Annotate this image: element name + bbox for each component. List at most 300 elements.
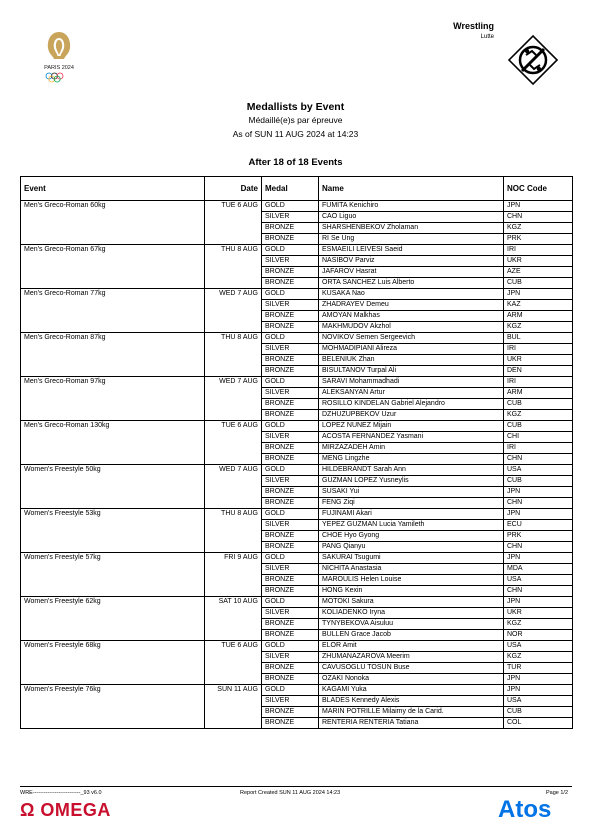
event-cell: Women's Freestyle 50kg <box>21 465 205 476</box>
medal-cell: SILVER <box>262 608 319 619</box>
medal-cell: BRONZE <box>262 531 319 542</box>
table-row <box>21 597 573 608</box>
noc-code-cell: BUL <box>504 333 573 344</box>
medal-cell: SILVER <box>262 476 319 487</box>
medal-cell: GOLD <box>262 377 319 388</box>
noc-code-cell: JPN <box>504 685 573 696</box>
table-row <box>21 586 573 597</box>
noc-code-cell: JPN <box>504 487 573 498</box>
noc-code-cell: TUR <box>504 663 573 674</box>
medal-cell: BRONZE <box>262 399 319 410</box>
athlete-name-cell: DZHUZUPBEKOV Uzur <box>319 410 504 421</box>
table-row <box>21 355 573 366</box>
event-cell <box>21 520 205 531</box>
date-cell <box>205 432 262 443</box>
event-cell <box>21 564 205 575</box>
date-cell <box>205 630 262 641</box>
table-row <box>21 465 573 476</box>
medal-cell: BRONZE <box>262 454 319 465</box>
athlete-name-cell: ALEKSANYAN Artur <box>319 388 504 399</box>
table-row <box>21 652 573 663</box>
date-cell <box>205 652 262 663</box>
medal-cell: SILVER <box>262 388 319 399</box>
athlete-name-cell: SARAVI Mohammadhadi <box>319 377 504 388</box>
medallists-table <box>20 176 573 729</box>
table-row <box>21 443 573 454</box>
event-cell: Men's Greco-Roman 77kg <box>21 289 205 300</box>
noc-code-cell: CUB <box>504 278 573 289</box>
athlete-name-cell: MENG Lingzhe <box>319 454 504 465</box>
table-row <box>21 542 573 553</box>
athlete-name-cell: YEPEZ GUZMAN Lucia Yamileth <box>319 520 504 531</box>
noc-code-cell: JPN <box>504 509 573 520</box>
medal-cell: SILVER <box>262 300 319 311</box>
table-row <box>21 696 573 707</box>
medal-cell: BRONZE <box>262 322 319 333</box>
atos-logo: Atos <box>498 796 552 823</box>
events-summary: After 18 of 18 Events <box>248 157 343 168</box>
table-row <box>21 608 573 619</box>
event-cell <box>21 674 205 685</box>
event-cell <box>21 267 205 278</box>
table-row <box>21 322 573 333</box>
noc-code-cell: CUB <box>504 421 573 432</box>
athlete-name-cell: FENG Ziqi <box>319 498 504 509</box>
medal-cell: BRONZE <box>262 586 319 597</box>
event-cell <box>21 707 205 718</box>
table-row <box>21 278 573 289</box>
athlete-name-cell: SAKURAI Tsugumi <box>319 553 504 564</box>
medal-cell: SILVER <box>262 212 319 223</box>
medal-cell: GOLD <box>262 685 319 696</box>
event-cell <box>21 476 205 487</box>
noc-code-cell: CHN <box>504 586 573 597</box>
event-cell: Men's Greco-Roman 97kg <box>21 377 205 388</box>
event-cell <box>21 498 205 509</box>
noc-code-cell: CHN <box>504 212 573 223</box>
athlete-name-cell: SUSAKI Yui <box>319 487 504 498</box>
event-cell <box>21 366 205 377</box>
medal-cell: GOLD <box>262 245 319 256</box>
date-cell: TUE 6 AUG <box>205 421 262 432</box>
noc-code-cell: JPN <box>504 553 573 564</box>
event-cell <box>21 542 205 553</box>
noc-code-cell: UKR <box>504 256 573 267</box>
event-cell <box>21 454 205 465</box>
event-cell <box>21 586 205 597</box>
report-title: Medallists by Event <box>246 101 345 113</box>
event-cell: Men's Greco-Roman 60kg <box>21 201 205 212</box>
event-cell <box>21 432 205 443</box>
athlete-name-cell: TYNYBEKOVA Aisuluu <box>319 619 504 630</box>
noc-code-cell: KAZ <box>504 300 573 311</box>
athlete-name-cell: KOLIADENKO Iryna <box>319 608 504 619</box>
table-row <box>21 421 573 432</box>
table-row <box>21 388 573 399</box>
table-row <box>21 377 573 388</box>
table-row <box>21 300 573 311</box>
athlete-name-cell: MARIN POTRILLE Milaimy de la Carid. <box>319 707 504 718</box>
event-cell <box>21 278 205 289</box>
athlete-name-cell: OZAKI Nonoka <box>319 674 504 685</box>
date-cell <box>205 443 262 454</box>
athlete-name-cell: LOPEZ NUNEZ Mijain <box>319 421 504 432</box>
athlete-name-cell: RI Se Ung <box>319 234 504 245</box>
athlete-name-cell: MIRZAZADEH Amin <box>319 443 504 454</box>
medal-cell: BRONZE <box>262 575 319 586</box>
date-cell <box>205 707 262 718</box>
medal-cell: BRONZE <box>262 223 319 234</box>
athlete-name-cell: CHOE Hyo Gyong <box>319 531 504 542</box>
table-row <box>21 399 573 410</box>
date-cell <box>205 454 262 465</box>
date-cell: THU 8 AUG <box>205 333 262 344</box>
medal-cell: BRONZE <box>262 663 319 674</box>
medal-cell: BRONZE <box>262 311 319 322</box>
date-cell <box>205 366 262 377</box>
date-cell <box>205 575 262 586</box>
event-cell: Men's Greco-Roman 67kg <box>21 245 205 256</box>
date-cell: TUE 6 AUG <box>205 641 262 652</box>
medal-cell: GOLD <box>262 333 319 344</box>
noc-code-cell: IRI <box>504 443 573 454</box>
event-cell: Women's Freestyle 57kg <box>21 553 205 564</box>
athlete-name-cell: CAVUSOGLU TOSUN Buse <box>319 663 504 674</box>
date-cell <box>205 410 262 421</box>
table-row <box>21 311 573 322</box>
noc-code-cell: PRK <box>504 234 573 245</box>
table-row <box>21 707 573 718</box>
table-row <box>21 520 573 531</box>
athlete-name-cell: ROSILLO KINDELAN Gabriel Alejandro <box>319 399 504 410</box>
event-cell <box>21 388 205 399</box>
athlete-name-cell: MAROULIS Helen Louise <box>319 575 504 586</box>
date-cell <box>205 256 262 267</box>
noc-code-cell: KGZ <box>504 652 573 663</box>
medal-cell: BRONZE <box>262 630 319 641</box>
event-cell <box>21 300 205 311</box>
athlete-name-cell: ZHUMANAZAROVA Meerim <box>319 652 504 663</box>
event-cell <box>21 443 205 454</box>
date-cell: FRI 9 AUG <box>205 553 262 564</box>
table-row <box>21 498 573 509</box>
table-row <box>21 531 573 542</box>
date-cell <box>205 267 262 278</box>
table-row <box>21 476 573 487</box>
date-cell <box>205 388 262 399</box>
event-cell <box>21 223 205 234</box>
date-cell: THU 8 AUG <box>205 245 262 256</box>
date-cell <box>205 487 262 498</box>
date-cell <box>205 663 262 674</box>
event-cell <box>21 718 205 729</box>
col-event: Event <box>21 177 205 201</box>
athlete-name-cell: BISULTANOV Turpal Ali <box>319 366 504 377</box>
medal-cell: GOLD <box>262 553 319 564</box>
medal-cell: BRONZE <box>262 619 319 630</box>
noc-code-cell: JPN <box>504 674 573 685</box>
date-cell <box>205 311 262 322</box>
noc-code-cell: KGZ <box>504 322 573 333</box>
athlete-name-cell: FUMITA Kenichiro <box>319 201 504 212</box>
event-cell <box>21 344 205 355</box>
athlete-name-cell: KUSAKA Nao <box>319 289 504 300</box>
event-cell <box>21 322 205 333</box>
medal-cell: BRONZE <box>262 366 319 377</box>
medal-cell: GOLD <box>262 465 319 476</box>
col-medal: Medal <box>262 177 319 201</box>
noc-code-cell: COL <box>504 718 573 729</box>
date-cell <box>205 696 262 707</box>
noc-code-cell: PRK <box>504 531 573 542</box>
noc-code-cell: IRI <box>504 377 573 388</box>
col-date: Date <box>205 177 262 201</box>
medal-cell: SILVER <box>262 696 319 707</box>
date-cell <box>205 498 262 509</box>
event-cell: Women's Freestyle 62kg <box>21 597 205 608</box>
table-row <box>21 619 573 630</box>
noc-code-cell: IRI <box>504 344 573 355</box>
table-row <box>21 432 573 443</box>
noc-code-cell: JPN <box>504 289 573 300</box>
event-cell <box>21 487 205 498</box>
noc-code-cell: CUB <box>504 476 573 487</box>
athlete-name-cell: GUZMAN LOPEZ Yusneylis <box>319 476 504 487</box>
noc-code-cell: CHN <box>504 542 573 553</box>
table-header-row <box>21 177 573 201</box>
noc-code-cell: USA <box>504 696 573 707</box>
noc-code-cell: UKR <box>504 608 573 619</box>
report-created: Report Created SUN 11 AUG 2024 14:23 <box>240 790 341 796</box>
event-cell: Men's Greco-Roman 87kg <box>21 333 205 344</box>
noc-code-cell: AZE <box>504 267 573 278</box>
event-cell <box>21 355 205 366</box>
report-title-fr: Médaillé(e)s par épreuve <box>248 115 343 125</box>
medal-cell: GOLD <box>262 201 319 212</box>
event-cell <box>21 399 205 410</box>
date-cell <box>205 234 262 245</box>
athlete-name-cell: RENTERIA RENTERIA Tatiana <box>319 718 504 729</box>
date-cell <box>205 608 262 619</box>
noc-code-cell: ECU <box>504 520 573 531</box>
noc-code-cell: USA <box>504 641 573 652</box>
medal-cell: BRONZE <box>262 410 319 421</box>
athlete-name-cell: AMOYAN Malkhas <box>319 311 504 322</box>
athlete-name-cell: BELENIUK Zhan <box>319 355 504 366</box>
sport-name-fr: Lutte <box>480 34 494 40</box>
table-row <box>21 256 573 267</box>
date-cell: THU 8 AUG <box>205 509 262 520</box>
noc-code-cell: USA <box>504 575 573 586</box>
medal-cell: SILVER <box>262 256 319 267</box>
date-cell <box>205 278 262 289</box>
omega-logo: Ω OMEGA <box>20 800 111 820</box>
table-row <box>21 201 573 212</box>
wrestling-pictogram-icon <box>506 33 560 87</box>
table-row <box>21 289 573 300</box>
athlete-name-cell: MOTOKI Sakura <box>319 597 504 608</box>
medal-cell: BRONZE <box>262 674 319 685</box>
event-cell <box>21 311 205 322</box>
as-of-timestamp: As of SUN 11 AUG 2024 at 14:23 <box>232 129 359 139</box>
table-row <box>21 212 573 223</box>
event-cell <box>21 608 205 619</box>
event-cell <box>21 630 205 641</box>
noc-code-cell: DEN <box>504 366 573 377</box>
athlete-name-cell: NICHITA Anastasia <box>319 564 504 575</box>
table-row <box>21 718 573 729</box>
event-cell <box>21 696 205 707</box>
table-row <box>21 575 573 586</box>
table-row <box>21 234 573 245</box>
athlete-name-cell: HILDEBRANDT Sarah Ann <box>319 465 504 476</box>
athlete-name-cell: MAKHMUDOV Akzhol <box>319 322 504 333</box>
table-row <box>21 509 573 520</box>
event-cell <box>21 234 205 245</box>
table-row <box>21 223 573 234</box>
noc-code-cell: ARM <box>504 388 573 399</box>
date-cell <box>205 223 262 234</box>
medal-cell: GOLD <box>262 289 319 300</box>
medal-cell: GOLD <box>262 641 319 652</box>
col-noc: NOC Code <box>504 177 573 201</box>
noc-code-cell: UKR <box>504 355 573 366</box>
date-cell <box>205 212 262 223</box>
svg-text:PARIS 2024: PARIS 2024 <box>44 65 74 71</box>
date-cell <box>205 718 262 729</box>
date-cell <box>205 674 262 685</box>
sport-title <box>453 21 494 40</box>
medal-cell: SILVER <box>262 520 319 531</box>
athlete-name-cell: KAGAMI Yuka <box>319 685 504 696</box>
event-cell <box>21 663 205 674</box>
medal-cell: BRONZE <box>262 355 319 366</box>
table-row <box>21 333 573 344</box>
table-row <box>21 245 573 256</box>
athlete-name-cell: ORTA SANCHEZ Luis Alberto <box>319 278 504 289</box>
table-row <box>21 663 573 674</box>
noc-code-cell: CUB <box>504 399 573 410</box>
athlete-name-cell: MOHMADIPIANI Alireza <box>319 344 504 355</box>
page-number: Page 1/2 <box>546 790 569 796</box>
date-cell <box>205 344 262 355</box>
date-cell: WED 7 AUG <box>205 289 262 300</box>
athlete-name-cell: NOVIKOV Semen Sergeevich <box>319 333 504 344</box>
event-cell <box>21 652 205 663</box>
date-cell: WED 7 AUG <box>205 465 262 476</box>
table-row <box>21 674 573 685</box>
medal-cell: BRONZE <box>262 718 319 729</box>
paris-2024-logo <box>30 26 88 84</box>
athlete-name-cell: ESMAEILI LEIVESI Saeid <box>319 245 504 256</box>
athlete-name-cell: BULLEN Grace Jacob <box>319 630 504 641</box>
table-row <box>21 454 573 465</box>
table-row <box>21 564 573 575</box>
event-cell: Men's Greco-Roman 130kg <box>21 421 205 432</box>
table-row <box>21 641 573 652</box>
medal-cell: SILVER <box>262 652 319 663</box>
medal-cell: SILVER <box>262 344 319 355</box>
date-cell: WED 7 AUG <box>205 377 262 388</box>
event-cell: Women's Freestyle 53kg <box>21 509 205 520</box>
medal-cell: SILVER <box>262 564 319 575</box>
athlete-name-cell: ZHADRAYEV Demeu <box>319 300 504 311</box>
table-row <box>21 630 573 641</box>
event-cell: Women's Freestyle 68kg <box>21 641 205 652</box>
medal-cell: BRONZE <box>262 707 319 718</box>
medal-cell: BRONZE <box>262 542 319 553</box>
noc-code-cell: CHI <box>504 432 573 443</box>
table-row <box>21 553 573 564</box>
table-row <box>21 410 573 421</box>
table-row <box>21 366 573 377</box>
medal-cell: BRONZE <box>262 443 319 454</box>
athlete-name-cell: HONG Kexin <box>319 586 504 597</box>
athlete-name-cell: FUJINAMI Akari <box>319 509 504 520</box>
table-row <box>21 267 573 278</box>
table-row <box>21 487 573 498</box>
medal-cell: BRONZE <box>262 487 319 498</box>
medal-cell: GOLD <box>262 421 319 432</box>
report-code: WRE--------------------------_93 v6.0 <box>20 790 102 796</box>
date-cell <box>205 322 262 333</box>
date-cell <box>205 399 262 410</box>
event-cell: Women's Freestyle 76kg <box>21 685 205 696</box>
medal-cell: SILVER <box>262 432 319 443</box>
event-cell <box>21 575 205 586</box>
footer-divider <box>20 786 572 787</box>
event-cell <box>21 531 205 542</box>
athlete-name-cell: ACOSTA FERNANDEZ Yasmani <box>319 432 504 443</box>
noc-code-cell: IRI <box>504 245 573 256</box>
table-row <box>21 344 573 355</box>
date-cell <box>205 619 262 630</box>
event-cell <box>21 212 205 223</box>
noc-code-cell: MDA <box>504 564 573 575</box>
medal-cell: GOLD <box>262 509 319 520</box>
date-cell <box>205 586 262 597</box>
noc-code-cell: KGZ <box>504 619 573 630</box>
date-cell <box>205 355 262 366</box>
medal-cell: GOLD <box>262 597 319 608</box>
table-row <box>21 685 573 696</box>
athlete-name-cell: CAO Liguo <box>319 212 504 223</box>
noc-code-cell: JPN <box>504 597 573 608</box>
medal-cell: BRONZE <box>262 267 319 278</box>
date-cell: TUE 6 AUG <box>205 201 262 212</box>
date-cell: SAT 10 AUG <box>205 597 262 608</box>
athlete-name-cell: BLADES Kennedy Alexis <box>319 696 504 707</box>
date-cell <box>205 476 262 487</box>
event-cell <box>21 410 205 421</box>
athlete-name-cell: ELOR Amit <box>319 641 504 652</box>
date-cell <box>205 542 262 553</box>
event-cell <box>21 619 205 630</box>
noc-code-cell: KGZ <box>504 410 573 421</box>
date-cell <box>205 520 262 531</box>
noc-code-cell: CUB <box>504 707 573 718</box>
date-cell: SUN 11 AUG <box>205 685 262 696</box>
noc-code-cell: KGZ <box>504 223 573 234</box>
noc-code-cell: USA <box>504 465 573 476</box>
athlete-name-cell: JAFAROV Hasrat <box>319 267 504 278</box>
noc-code-cell: ARM <box>504 311 573 322</box>
date-cell <box>205 300 262 311</box>
noc-code-cell: NOR <box>504 630 573 641</box>
sport-name: Wrestling <box>453 21 494 31</box>
medal-cell: BRONZE <box>262 234 319 245</box>
event-cell <box>21 256 205 267</box>
